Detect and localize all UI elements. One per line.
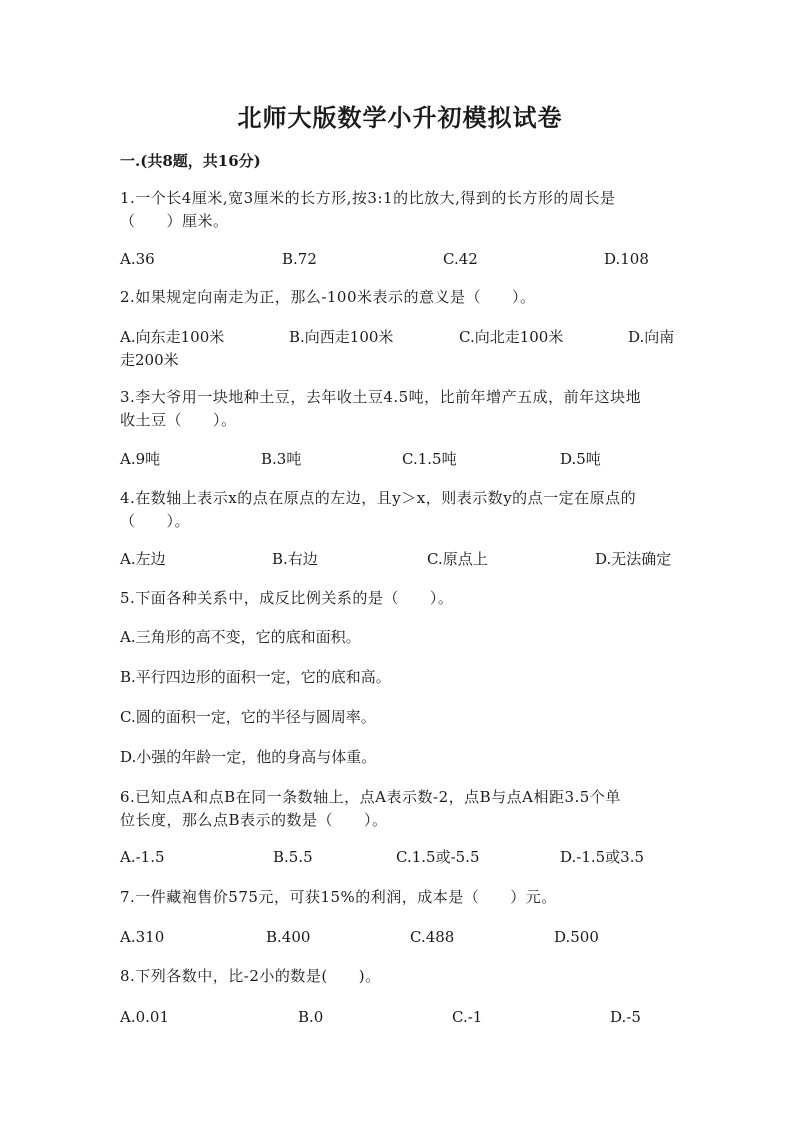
option-d[interactable]: D.500 bbox=[554, 928, 599, 946]
option-d[interactable]: D.-5 bbox=[610, 1008, 641, 1026]
option-a[interactable]: A.9吨 bbox=[120, 450, 161, 468]
question-1-stem-line2: （ ）厘米。 bbox=[120, 212, 229, 230]
option-a[interactable]: A.三角形的高不变，它的底和面积。 bbox=[120, 628, 361, 646]
question-2-option-d-wrap: 走200米 bbox=[120, 351, 179, 369]
option-a[interactable]: A.左边 bbox=[120, 550, 166, 568]
option-b[interactable]: B.5.5 bbox=[273, 848, 313, 866]
question-1-stem-line1: 1.一个长4厘米,宽3厘米的长方形,按3:1的比放大,得到的长方形的周长是 bbox=[120, 189, 616, 207]
question-7 bbox=[120, 886, 680, 909]
option-c[interactable]: C.1.5或-5.5 bbox=[396, 848, 480, 866]
question-3-stem-line2: 收土豆（ ）。 bbox=[120, 411, 237, 429]
option-a[interactable]: A.36 bbox=[120, 250, 155, 268]
option-b[interactable]: B.向西走100米 bbox=[289, 328, 394, 346]
question-5 bbox=[120, 587, 680, 610]
option-d[interactable]: D.小强的年龄一定，他的身高与体重。 bbox=[120, 748, 377, 766]
question-8-stem-line1: 8.下列各数中，比-2小的数是( )。 bbox=[120, 967, 381, 985]
option-b[interactable]: B.3吨 bbox=[261, 450, 302, 468]
question-6-stem-line2: 位长度，那么点B表示的数是（ ）。 bbox=[120, 811, 388, 829]
option-d[interactable]: D.5吨 bbox=[560, 450, 601, 468]
page-title: 北师大版数学小升初模拟试卷 bbox=[237, 103, 563, 132]
question-5-stem-line1: 5.下面各种关系中，成反比例关系的是（ ）。 bbox=[120, 589, 454, 607]
option-c[interactable]: C.向北走100米 bbox=[459, 328, 564, 346]
option-c[interactable]: C.42 bbox=[443, 250, 478, 268]
option-a[interactable]: A.向东走100米 bbox=[120, 328, 225, 346]
option-c[interactable]: C.原点上 bbox=[427, 550, 488, 568]
question-3 bbox=[120, 386, 680, 432]
option-c[interactable]: C.-1 bbox=[452, 1008, 483, 1026]
option-a[interactable]: A.-1.5 bbox=[120, 848, 165, 866]
option-c[interactable]: C.488 bbox=[410, 928, 455, 946]
option-b[interactable]: B.右边 bbox=[272, 550, 318, 568]
option-c[interactable]: C.圆的面积一定，它的半径与圆周率。 bbox=[120, 708, 376, 726]
question-1 bbox=[120, 187, 680, 233]
question-4-stem-line2: （ ）。 bbox=[120, 512, 191, 530]
question-6 bbox=[120, 786, 680, 832]
question-6-stem-line1: 6.已知点A和点B在同一条数轴上，点A表示数-2，点B与点A相距3.5个单 bbox=[120, 788, 621, 806]
option-a[interactable]: A.310 bbox=[120, 928, 165, 946]
question-7-stem-line1: 7.一件藏袍售价575元，可获15%的利润，成本是（ ）元。 bbox=[120, 888, 557, 906]
option-d[interactable]: D.向南 bbox=[628, 328, 675, 346]
option-b[interactable]: B.72 bbox=[282, 250, 317, 268]
option-b[interactable]: B.0 bbox=[298, 1008, 324, 1026]
option-a[interactable]: A.0.01 bbox=[120, 1008, 169, 1026]
question-2-stem-line1: 2.如果规定向南走为正，那么-100米表示的意义是（ ）。 bbox=[120, 288, 536, 306]
question-4 bbox=[120, 487, 680, 533]
section-heading: 一.(共8题，共16分) bbox=[120, 152, 261, 170]
question-2 bbox=[120, 286, 680, 309]
option-d[interactable]: D.无法确定 bbox=[595, 550, 672, 568]
option-d[interactable]: D.-1.5或3.5 bbox=[560, 848, 645, 866]
option-d[interactable]: D.108 bbox=[604, 250, 649, 268]
option-b[interactable]: B.400 bbox=[266, 928, 311, 946]
question-8 bbox=[120, 965, 680, 988]
option-c[interactable]: C.1.5吨 bbox=[402, 450, 457, 468]
question-4-stem-line1: 4.在数轴上表示x的点在原点的左边，且y＞x，则表示数y的点一定在原点的 bbox=[120, 489, 637, 507]
question-3-stem-line1: 3.李大爷用一块地种土豆，去年收土豆4.5吨，比前年增产五成，前年这块地 bbox=[120, 388, 642, 406]
option-b[interactable]: B.平行四边形的面积一定，它的底和高。 bbox=[120, 668, 391, 686]
